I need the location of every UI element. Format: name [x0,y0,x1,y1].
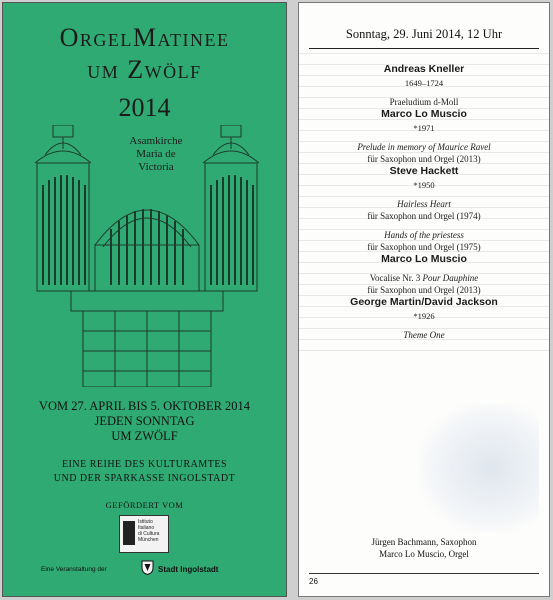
sponsor-logo [119,515,169,553]
composer-years: 1649–1724 [404,78,444,88]
program-list [299,63,549,341]
program-item [299,296,549,341]
work-title-text: Theme One [403,330,445,340]
program-item [299,108,549,165]
church-name [121,135,191,174]
work-instrumentation: für Saxophon und Orgel (1974) [367,211,481,221]
composer-name: Marco Lo Muscio [381,253,467,265]
sponsor-logo-line-3: di Cultura [138,531,160,537]
work-title-text: Hairless Heart [397,199,451,209]
performers [299,536,549,560]
church-line-1: Asamkirche [129,135,183,147]
work-instrumentation: für Saxophon und Orgel (1975) [367,242,481,252]
work-title [299,96,549,108]
composer-years: *1971 [413,123,435,133]
program-item [299,165,549,253]
sponsor-logo-text [138,519,166,543]
work-title [299,198,549,210]
work-title-text: Prelude in memory of Maurice Ravel [357,142,491,152]
work-title-text: Praeludium d-Moll [389,97,459,107]
performer-saxophone: Jürgen Bachmann, Saxophon [371,537,477,547]
work-title-text: Vocalise Nr. 3 [369,273,423,283]
composer-years: *1926 [413,311,435,321]
program-item [299,253,549,296]
composer-name: Steve Hackett [389,165,459,177]
composer-name: Marco Lo Muscio [381,108,467,120]
series-block [3,458,286,486]
dates-line-3: UM ZWÖLF [111,429,178,443]
work-title [299,272,549,284]
cover-title: OrgelMatinee [59,23,230,52]
work-title [299,329,549,341]
work-title-text: Hands of the priestess [384,230,464,240]
church-line-2: Maria de Victoria [136,148,176,173]
dates-line-1: VOM 27. APRIL BIS 5. OKTOBER 2014 [38,399,251,413]
work-instrumentation: für Saxophon und Orgel (2013) [367,285,481,295]
page-number: 26 [309,577,318,586]
composer-years: *1950 [413,180,435,190]
series-line-1: EINE REIHE DES KULTURAMTES [61,459,228,470]
composer-name: Andreas Kneller [383,63,465,75]
performer-organ: Marco Lo Muscio, Orgel [379,549,469,559]
organizer-label: Eine Veranstaltung der [41,566,107,573]
page-footer [309,573,539,586]
program-item [299,63,549,108]
series-line-2: UND DER SPARKASSE INGOLSTADT [53,473,236,484]
concert-date-header: Sonntag, 29. Juni 2014, 12 Uhr [309,27,539,49]
cover-page [2,2,287,597]
organizer-name: Stadt Ingolstadt [158,565,219,574]
dates-line-2: JEDEN SONNTAG [94,414,195,428]
sponsor-logo-line-4: München [138,537,159,543]
work-title-italic: Pour Dauphine [422,273,479,283]
faint-background-image [419,403,539,533]
cover-year: 2014 [118,93,171,122]
sponsor-label: GEFÖRDERT VOM [105,500,184,510]
cover-subtitle: um Zwölf [87,55,202,84]
program-page [298,2,550,597]
composer-name: George Martin/David Jackson [350,296,498,308]
work-title [299,141,549,153]
city-crest-icon [141,560,154,575]
work-title [299,229,549,241]
sponsor-logo-line-2: Italiano [138,525,155,531]
work-instrumentation: für Saxophon und Orgel (2013) [367,154,481,164]
iic-logo-icon [123,521,135,545]
sponsor-logo-line-1: Istituto [138,519,153,525]
dates-block [3,399,286,444]
